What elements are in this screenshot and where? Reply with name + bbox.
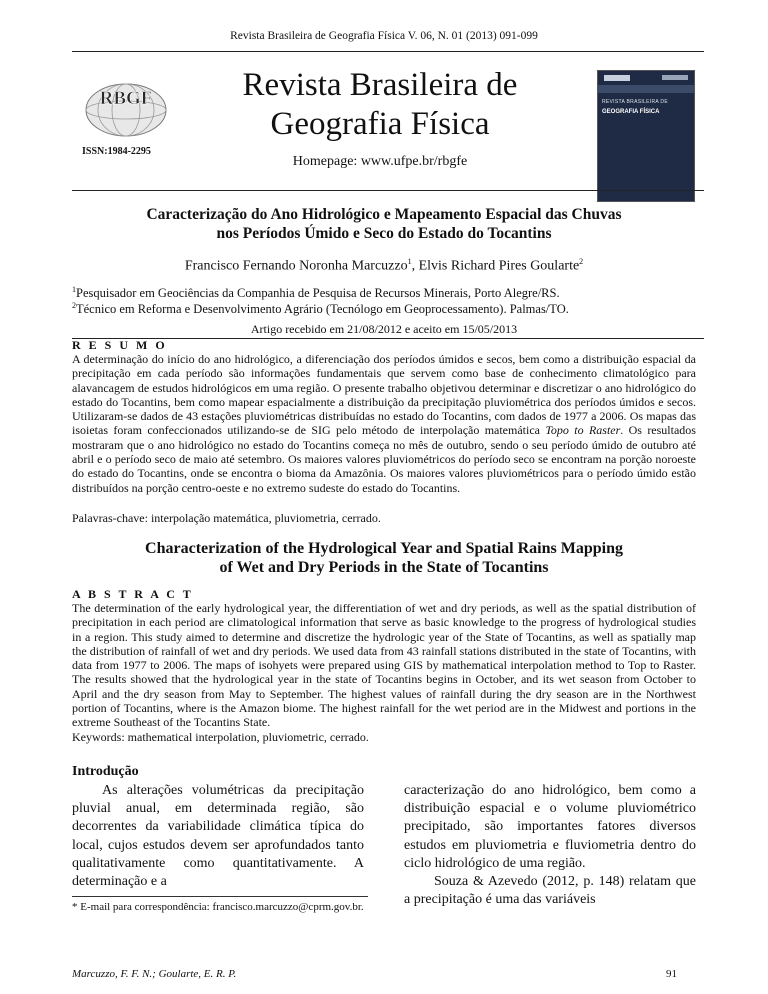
cover-subtitle: REVISTA BRASILEIRA DE (602, 99, 668, 105)
article-title-en (90, 539, 678, 577)
affiliation-2 (72, 298, 712, 317)
globe-logo-icon (82, 80, 170, 138)
keywords: Keywords: mathematical interpolation, pluviometric, cerrado. (72, 730, 369, 744)
author-1-sup: 1 (407, 257, 412, 266)
running-head: Revista Brasileira de Geografia Física V. 06, N. 01 (2013) 091-099 (230, 30, 538, 42)
footnote (72, 900, 368, 914)
homepage-link[interactable]: Homepage: www.ufpe.br/rbgfe (292, 154, 468, 169)
author-2-sup: 2 (579, 257, 584, 266)
journal-cover-image (597, 70, 695, 202)
affiliation-2-sup: 2 (72, 301, 76, 310)
resumo-text-part2: . Os resultados mostraram que o ano hidrológico no estado do Tocantins começa no mês de outubro, sendo o seu período úmido de outubro até abril e o período seco de maio até setembro. Os maiores valores pluviométricos do período seco se encontram na porção noroeste do estado do Tocantins, onde se encontra o bioma da Amazônia. Os maiores valores pluviométricos para o período úmido estão distribuídos na porção centro-oeste e no extremo sudeste do estado do Tocantins. (72, 423, 696, 495)
palavras-chave: Palavras-chave: interpolação matemática, pluviometria, cerrado. (72, 511, 381, 525)
journal-title-line1: Revista Brasileira de (242, 67, 518, 103)
intro-column-2-paragraph-2: Souza & Azevedo (2012, p. 148) relatam que a precipitação é uma das variáveis (404, 874, 696, 908)
issn-label: ISSN:1984-2295 (82, 146, 151, 157)
intro-heading: Introdução (72, 764, 139, 779)
received-date: Artigo recebido em 21/08/2012 e aceito em 15/05/2013 (250, 322, 518, 336)
intro-column-2 (404, 782, 696, 909)
cover-title: GEOGRAFIA FÍSICA (602, 109, 660, 115)
author-list (0, 257, 768, 275)
resumo-text-part1: A determinação do início do ano hidrológico, a diferenciação dos períodos úmidos e secos, bem como a distribuição espacial da precipitação em cada período são informações fundamentais que servem como base de conhecimento climatológico para alavancagem de estudos hidrológicos em uma região. O presente trabalho objetivou determinar e discretizar o ano hidrológico do estado do Tocantins, bem como mapear espacialmente a distribuição da precipitação pluviométrica dos períodos úmidos e secos. Utilizaram-se dados de 43 estações pluviométricas distribuídas no estado do Tocantins, com dados de 1977 a 2006. Os mapas das isoietas foram confeccionados utilizando-se de SIG pelo método de interpolação matemática (72, 352, 696, 438)
resumo-text (72, 352, 696, 495)
affiliation-1-text: Pesquisador em Geociências da Companhia de Pesquisa de Recursos Minerais, Porto Alegre/RS. (76, 286, 560, 301)
title-rule (72, 190, 704, 191)
author-2: , Elvis Richard Pires Goularte (411, 258, 580, 274)
article-title-pt (90, 205, 678, 243)
article-title-pt-line1: Caracterização do Ano Hidrológico e Mapeamento Espacial das Chuvas (146, 206, 622, 223)
intro-column-1: As alterações volumétricas da precipitação pluvial anual, em determinada região, são decorrentes da variabilidade climática típica do local, cujos estudos devem ser aprofundados tanto qualitativamente como quantitativamente. A determinação e a (72, 783, 364, 890)
page-number: 91 (666, 968, 677, 980)
resumo-heading: R E S U M O (72, 338, 168, 352)
rbgf-logo (82, 80, 170, 138)
article-title-en-line2: of Wet and Dry Periods in the State of Tocantins (219, 559, 549, 576)
article-title-en-line1: Characterization of the Hydrological Year and Spatial Rains Mapping (145, 540, 623, 557)
footnote-mark: * (72, 901, 78, 913)
footnote-rule (72, 896, 368, 897)
logo-text: RBGF (99, 88, 153, 109)
article-title-pt-line2: nos Períodos Úmido e Seco do Estado do Tocantins (216, 225, 552, 242)
header-rule (72, 51, 704, 52)
resumo-italic-term: Topo to Raster (545, 423, 621, 438)
abstract-text: The determination of the early hydrological year, the differentiation of wet and dry periods, as well as the spatial distribution of precipitation in each period are climatological information that serve as basic knowledge to the progress of hydrological studies in a region. This study aimed to determine and discretize the hydrologic year of the State of Tocantins, as well as spatially map the distribution of rainfall of wet and dry periods. We used data from 43 rainfall stations distributed in the state of Tocantins, with data from 1977 to 2006. The maps of isohyets were prepared using GIS by mathematical interpolation method to Top to Raster. The results showed that the hydrological year in the state of Tocantins begins in October, and its wet season from October to April and the dry season from May to September. The highest values of rainfall during the dry season are in the Northwest portion of Tocantins, where is the Amazon biome. The highest rainfall for the wet period are in the Midwest and portions in the extreme Southeast of the Tocantins State. (72, 601, 696, 730)
abstract-heading: A B S T R A C T (72, 587, 194, 601)
journal-title (200, 66, 560, 144)
footnote-text: E-mail para correspondência: francisco.marcuzzo@cprm.gov.br. (80, 901, 364, 913)
affiliation-2-text: Técnico em Reforma e Desenvolvimento Agrário (Tecnólogo em Geoprocessamento). Palmas/TO. (76, 302, 569, 317)
author-1: Francisco Fernando Noronha Marcuzzo (184, 258, 408, 274)
journal-title-line2: Geografia Física (270, 106, 490, 142)
footer-authors: Marcuzzo, F. F. N.; Goularte, E. R. P. (72, 968, 237, 980)
intro-column-2-paragraph-1: caracterização do ano hidrológico, bem como a distribuição espacial e o volume pluviométrico precipitado, são importantes fatores diversos estudos em pluviometria e fluviometria dentro do ciclo hidrológico de uma região. (404, 783, 696, 871)
affiliation-1-sup: 1 (72, 285, 76, 294)
